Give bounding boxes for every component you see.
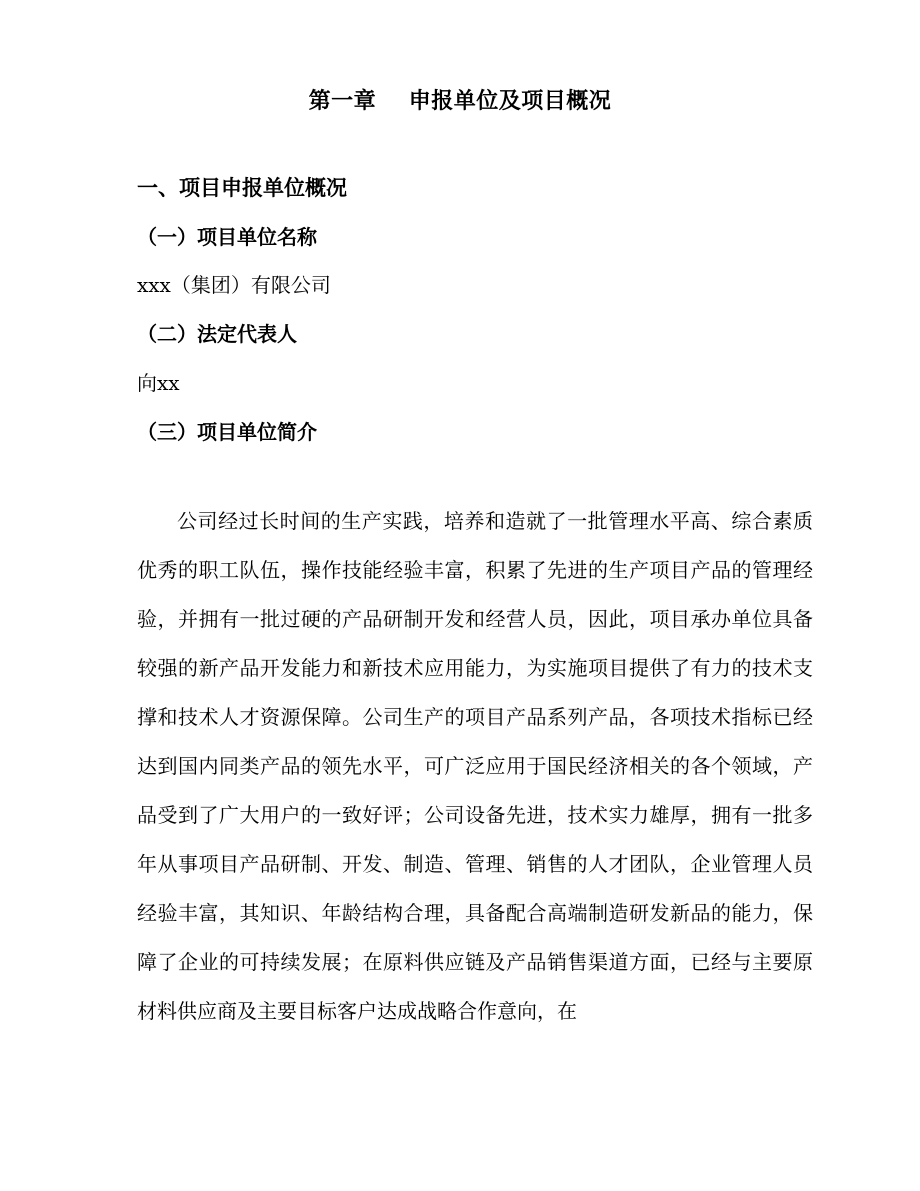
legal-representative-value: 向xx: [137, 371, 180, 395]
chapter-title: 第一章 申报单位及项目概况: [308, 89, 612, 114]
subheading-unit-introduction: （三）项目单位简介: [137, 420, 317, 444]
subheading-unit-name: （一）项目单位名称: [137, 225, 317, 249]
unit-name-value: xxx（集团）有限公司: [137, 273, 331, 297]
unit-introduction-paragraph: 公司经过长时间的生产实践，培养和造就了一批管理水平高、综合素质优秀的职工队伍，操作技能经验丰富，积累了先进的生产项目产品的管理经验，并拥有一批过硬的产品研制开发和经营人员，因此，项目承办单位具备较强的新产品开发能力和新技术应用能力，为实施项目提供了有力的技术支撑和技术人才资源保障。公司生产的项目产品系列产品，各项技术指标已经达到国内同类产品的领先水平，可广泛应用于国民经济相关的各个领域，产品受到了广大用户的一致好评；公司设备先进，技术实力雄厚，拥有一批多年从事项目产品研制、开发、制造、管理、销售的人才团队，企业管理人员经验丰富，其知识、年龄结构合理，具备配合高端制造研发新品的能力，保障了企业的可持续发展；在原料供应链及产品销售渠道方面，已经与主要原材料供应商及主要目标客户达成战略合作意向，在: [137, 509, 813, 1023]
subheading-legal-representative: （二）法定代表人: [137, 322, 297, 346]
section-heading-applicant-overview: 一、项目申报单位概况: [137, 176, 347, 200]
